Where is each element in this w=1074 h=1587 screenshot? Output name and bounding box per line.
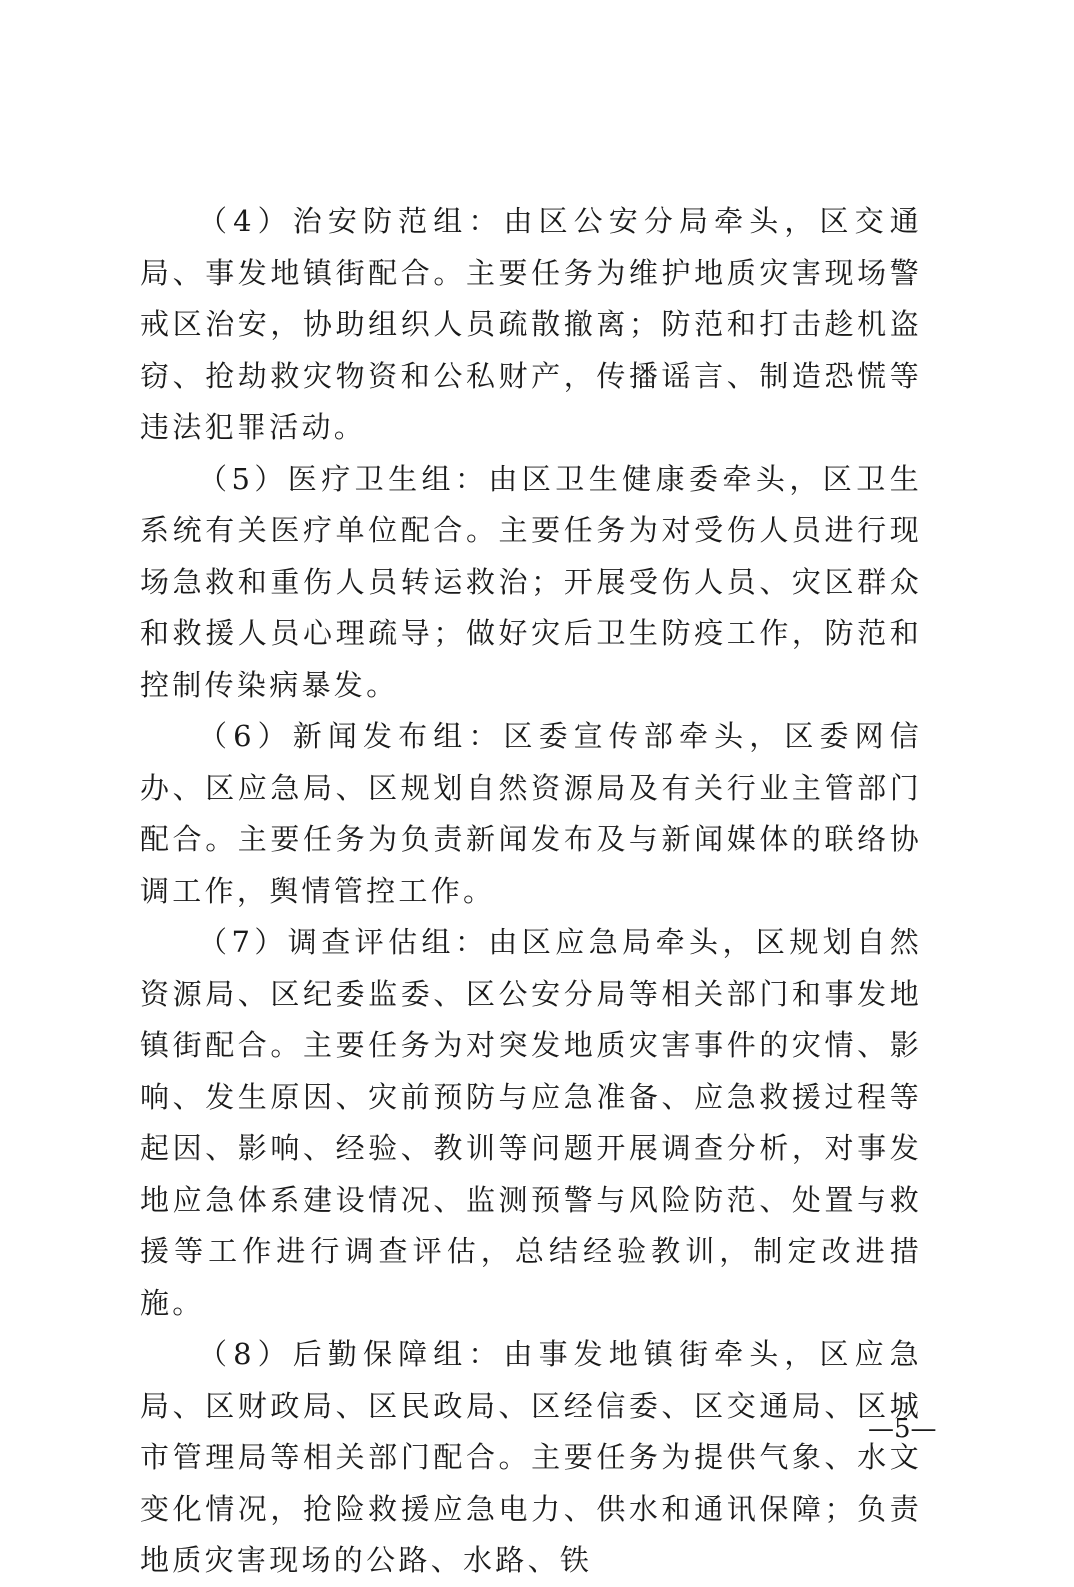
paragraph-investigation-group: （7）调查评估组：由区应急局牵头，区规划自然资源局、区纪委监委、区公安分局等相关部门和事发地镇街配合。主要任务为对突发地质灾害事件的灾情、影响、发生原因、灾前预防与应急准备、应急救援过程等起因、影响、经验、教训等问题开展调查分析，对事发地应急体系建设情况、监测预警与风险防范、处置与救援等工作进行调查评估，总结经验教训，制定改进措施。 xyxy=(140,925,922,1320)
paragraph-medical-group: （5）医疗卫生组：由区卫生健康委牵头，区卫生系统有关医疗单位配合。主要任务为对受伤人员进行现场急救和重伤人员转运救治；开展受伤人员、灾区群众和救援人员心理疏导；做好灾后卫生防疫工作，防范和控制传染病暴发。 xyxy=(140,461,922,702)
paragraph-security-group: （4）治安防范组：由区公安分局牵头，区交通局、事发地镇街配合。主要任务为维护地质灾害现场警戒区治安，协助组织人员疏散撤离；防范和打击趁机盗窃、抢劫救灾物资和公私财产，传播谣言、制造恐慌等违法犯罪活动。 xyxy=(140,204,922,444)
document-body xyxy=(140,196,922,1587)
page-number: —5— xyxy=(868,1414,937,1444)
paragraph-news-group: （6）新闻发布组：区委宣传部牵头，区委网信办、区应急局、区规划自然资源局及有关行业主管部门配合。主要任务为负责新闻发布及与新闻媒体的联络协调工作，舆情管控工作。 xyxy=(140,719,922,908)
paragraph-logistics-group: （8）后勤保障组：由事发地镇街牵头，区应急局、区财政局、区民政局、区经信委、区交通局、区城市管理局等相关部门配合。主要任务为提供气象、水文变化情况，抢险救援应急电力、供水和通讯保障；负责地质灾害现场的公路、水路、铁 xyxy=(140,1337,922,1577)
